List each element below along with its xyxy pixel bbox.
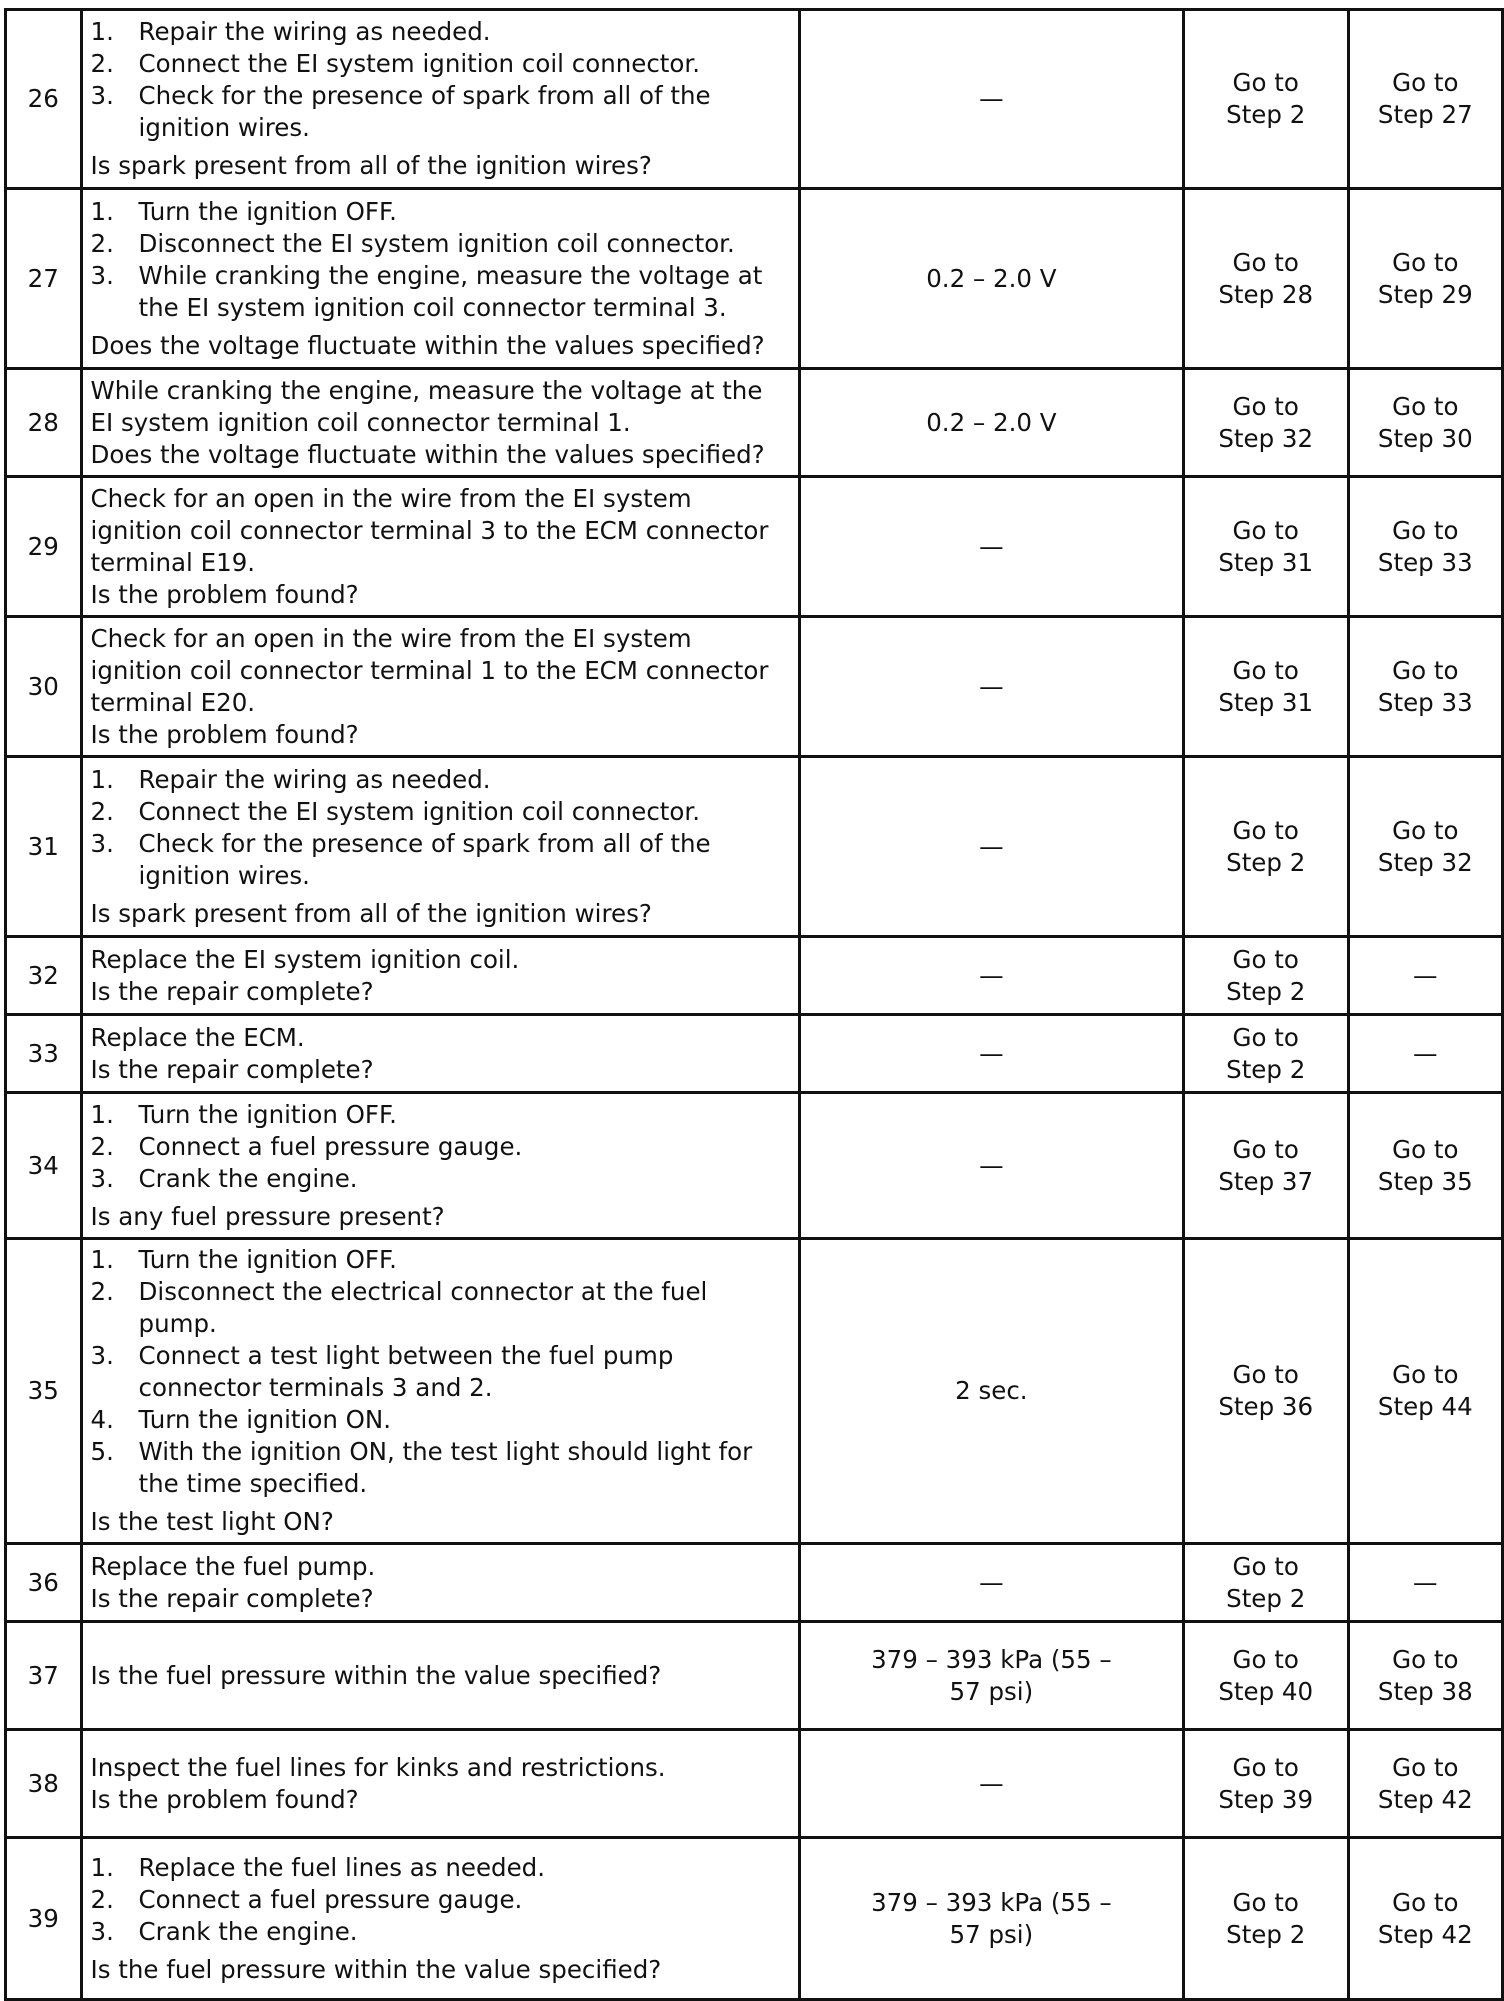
action-text: Replace the EI system ignition coil. <box>90 944 520 974</box>
step-value: — <box>799 1093 1183 1239</box>
step-value: — <box>799 1730 1183 1838</box>
step-number: 35 <box>6 1239 82 1544</box>
step-value: 379 – 393 kPa (55 – 57 psi) <box>799 1838 1183 2000</box>
substep-text: Crank the engine. <box>138 1163 358 1193</box>
step-question: Is the problem found? <box>90 719 359 749</box>
no-action: — <box>1348 1544 1502 1622</box>
diagnostic-steps-table <box>4 8 1504 2001</box>
yes-action: Go to Step 2 <box>1183 10 1348 189</box>
substep-text: While cranking the engine, measure the voltage at the EI system ignition coil connector terminal 3. <box>138 260 763 322</box>
substep-text: Connect the EI system ignition coil connector. <box>138 49 700 78</box>
step-number: 34 <box>6 1093 82 1239</box>
no-action: — <box>1348 1015 1502 1093</box>
no-action: — <box>1348 937 1502 1015</box>
yes-action: Go to Step 39 <box>1183 1730 1348 1838</box>
substep-text: Turn the ignition OFF. <box>138 1099 397 1129</box>
no-action: Go to Step 30 <box>1348 369 1502 477</box>
substep-item: 1. Turn the ignition OFF. <box>90 1099 397 1129</box>
step-number: 29 <box>6 477 82 617</box>
yes-action: Go to Step 2 <box>1183 1544 1348 1622</box>
substep-item: 4. Turn the ignition ON. <box>90 1405 392 1434</box>
step-value: — <box>799 937 1183 1015</box>
step-value: 0.2 – 2.0 V <box>799 189 1183 369</box>
step-number: 38 <box>6 1730 82 1838</box>
step-value: 379 – 393 kPa (55 – 57 psi) <box>799 1622 1183 1730</box>
step-action <box>81 1544 799 1622</box>
table-body <box>6 10 1503 2000</box>
table-row <box>6 1015 1503 1093</box>
no-action: Go to Step 35 <box>1348 1093 1502 1239</box>
table-row <box>6 189 1503 369</box>
step-action <box>81 189 799 369</box>
action-text: Check for an open in the wire from the EI system ignition coil connector terminal 1 to the ECM connector terminal E20. <box>90 623 769 717</box>
step-action <box>81 1015 799 1093</box>
substep-item: 3. Connect a test light between the fuel pump connector terminals 3 and 2. <box>90 1341 674 1402</box>
substep-item: 1. Turn the ignition OFF. <box>90 196 397 226</box>
substep-list <box>91 16 790 144</box>
substep-item: 2. Connect the EI system ignition coil connector. <box>90 796 700 826</box>
substep-text: Repair the wiring as needed. <box>138 764 491 794</box>
no-action: Go to Step 32 <box>1348 757 1502 937</box>
yes-action: Go to Step 40 <box>1183 1622 1348 1730</box>
substep-item: 1. Repair the wiring as needed. <box>90 17 491 46</box>
yes-action: Go to Step 32 <box>1183 369 1348 477</box>
step-question: Is the repair complete? <box>90 1583 374 1613</box>
step-value: 0.2 – 2.0 V <box>799 369 1183 477</box>
yes-action: Go to Step 37 <box>1183 1093 1348 1239</box>
substep-text: Crank the engine. <box>138 1916 358 1946</box>
yes-action: Go to Step 31 <box>1183 617 1348 757</box>
action-text: Replace the fuel pump. <box>90 1551 376 1581</box>
substep-text: Repair the wiring as needed. <box>138 17 491 46</box>
substep-text: Connect a fuel pressure gauge. <box>138 1131 523 1161</box>
action-text: Check for an open in the wire from the EI system ignition coil connector terminal 3 to the ECM connector terminal E19. <box>90 483 769 577</box>
substep-item: 1. Repair the wiring as needed. <box>90 764 491 794</box>
substep-item: 2. Disconnect the EI system ignition coil connector. <box>90 228 735 258</box>
substep-text: Turn the ignition ON. <box>138 1405 392 1434</box>
no-action: Go to Step 29 <box>1348 189 1502 369</box>
substep-item: 2. Disconnect the electrical connector at the fuel pump. <box>90 1277 708 1338</box>
table-row <box>6 477 1503 617</box>
step-question: Is the fuel pressure within the value specified? <box>90 1954 662 1984</box>
yes-action: Go to Step 36 <box>1183 1239 1348 1544</box>
substep-item: 1. Turn the ignition OFF. <box>90 1245 397 1274</box>
substep-text: Check for the presence of spark from all of the ignition wires. <box>138 81 711 142</box>
step-value: 2 sec. <box>799 1239 1183 1544</box>
no-action: Go to Step 33 <box>1348 477 1502 617</box>
table-row <box>6 1838 1503 2000</box>
substep-item: 3. Crank the engine. <box>90 1163 358 1193</box>
substep-text: Connect a test light between the fuel pump connector terminals 3 and 2. <box>138 1341 674 1402</box>
table-row <box>6 937 1503 1015</box>
yes-action: Go to Step 2 <box>1183 937 1348 1015</box>
step-action <box>81 477 799 617</box>
substep-text: Connect the EI system ignition coil connector. <box>138 796 700 826</box>
step-number: 26 <box>6 10 82 189</box>
step-action <box>81 757 799 937</box>
step-number: 27 <box>6 189 82 369</box>
table-row <box>6 1093 1503 1239</box>
yes-action: Go to Step 31 <box>1183 477 1348 617</box>
step-number: 32 <box>6 937 82 1015</box>
no-action: Go to Step 42 <box>1348 1730 1502 1838</box>
substep-text: Check for the presence of spark from all of the ignition wires. <box>138 828 711 890</box>
substep-text: Disconnect the electrical connector at the fuel pump. <box>138 1277 708 1338</box>
yes-action: Go to Step 28 <box>1183 189 1348 369</box>
substep-item: 3. While cranking the engine, measure the voltage at the EI system ignition coil connector terminal 3. <box>90 260 763 322</box>
yes-action: Go to Step 2 <box>1183 1838 1348 2000</box>
table-row <box>6 10 1503 189</box>
substep-item: 3. Crank the engine. <box>90 1916 358 1946</box>
step-number: 37 <box>6 1622 82 1730</box>
table-row <box>6 1544 1503 1622</box>
step-number: 36 <box>6 1544 82 1622</box>
step-question: Does the voltage fluctuate within the values specified? <box>90 439 765 469</box>
substep-text: Connect a fuel pressure gauge. <box>138 1884 523 1914</box>
step-question: Does the voltage fluctuate within the values specified? <box>90 330 765 360</box>
substep-list <box>91 1852 790 1948</box>
yes-action: Go to Step 2 <box>1183 1015 1348 1093</box>
table-row <box>6 617 1503 757</box>
yes-action: Go to Step 2 <box>1183 757 1348 937</box>
substep-item: 2. Connect the EI system ignition coil connector. <box>90 49 700 78</box>
substep-text: Turn the ignition OFF. <box>138 196 397 226</box>
substep-item: 3. Check for the presence of spark from all of the ignition wires. <box>90 828 711 890</box>
step-value: — <box>799 477 1183 617</box>
step-question: Is the problem found? <box>90 1784 359 1814</box>
table-row <box>6 369 1503 477</box>
substep-item: 2. Connect a fuel pressure gauge. <box>90 1131 523 1161</box>
step-action <box>81 1838 799 2000</box>
table-row <box>6 1622 1503 1730</box>
step-question: Is any fuel pressure present? <box>90 1201 445 1231</box>
step-question: Is the repair complete? <box>90 976 374 1006</box>
step-number: 28 <box>6 369 82 477</box>
step-value: — <box>799 757 1183 937</box>
step-question: Is the repair complete? <box>90 1054 374 1084</box>
no-action: Go to Step 42 <box>1348 1838 1502 2000</box>
substep-list <box>91 764 790 892</box>
action-text: Inspect the fuel lines for kinks and restrictions. <box>90 1752 666 1782</box>
step-action <box>81 10 799 189</box>
substep-list <box>91 196 790 324</box>
action-text: While cranking the engine, measure the voltage at the EI system ignition coil connector terminal 1. <box>90 375 763 437</box>
step-value: — <box>799 1544 1183 1622</box>
substep-list <box>91 1099 790 1195</box>
step-question: Is the test light ON? <box>90 1507 334 1536</box>
table-row <box>6 757 1503 937</box>
step-number: 39 <box>6 1838 82 2000</box>
substep-list <box>91 1244 790 1500</box>
step-question: Is the problem found? <box>90 579 359 609</box>
no-action: Go to Step 44 <box>1348 1239 1502 1544</box>
step-action <box>81 1622 799 1730</box>
step-value: — <box>799 1015 1183 1093</box>
action-text: Replace the ECM. <box>90 1022 305 1052</box>
substep-item: 3. Check for the presence of spark from all of the ignition wires. <box>90 81 711 142</box>
step-value: — <box>799 10 1183 189</box>
no-action: Go to Step 33 <box>1348 617 1502 757</box>
substep-item: 5. With the ignition ON, the test light should light for the time specified. <box>90 1437 753 1498</box>
substep-text: Replace the fuel lines as needed. <box>138 1852 546 1882</box>
step-action <box>81 1730 799 1838</box>
step-number: 33 <box>6 1015 82 1093</box>
substep-item: 1. Replace the fuel lines as needed. <box>90 1852 546 1882</box>
substep-item: 2. Connect a fuel pressure gauge. <box>90 1884 523 1914</box>
substep-text: Turn the ignition OFF. <box>138 1245 397 1274</box>
table-row <box>6 1239 1503 1544</box>
step-number: 30 <box>6 617 82 757</box>
table-row <box>6 1730 1503 1838</box>
step-action <box>81 1239 799 1544</box>
step-action <box>81 1093 799 1239</box>
step-question: Is the fuel pressure within the value specified? <box>90 1660 662 1690</box>
step-question: Is spark present from all of the ignition wires? <box>90 898 652 928</box>
step-action <box>81 937 799 1015</box>
step-number: 31 <box>6 757 82 937</box>
step-value: — <box>799 617 1183 757</box>
substep-text: Disconnect the EI system ignition coil connector. <box>138 228 735 258</box>
step-question: Is spark present from all of the ignition wires? <box>90 151 652 180</box>
no-action: Go to Step 27 <box>1348 10 1502 189</box>
step-action <box>81 617 799 757</box>
no-action: Go to Step 38 <box>1348 1622 1502 1730</box>
step-action <box>81 369 799 477</box>
substep-text: With the ignition ON, the test light should light for the time specified. <box>138 1437 753 1498</box>
